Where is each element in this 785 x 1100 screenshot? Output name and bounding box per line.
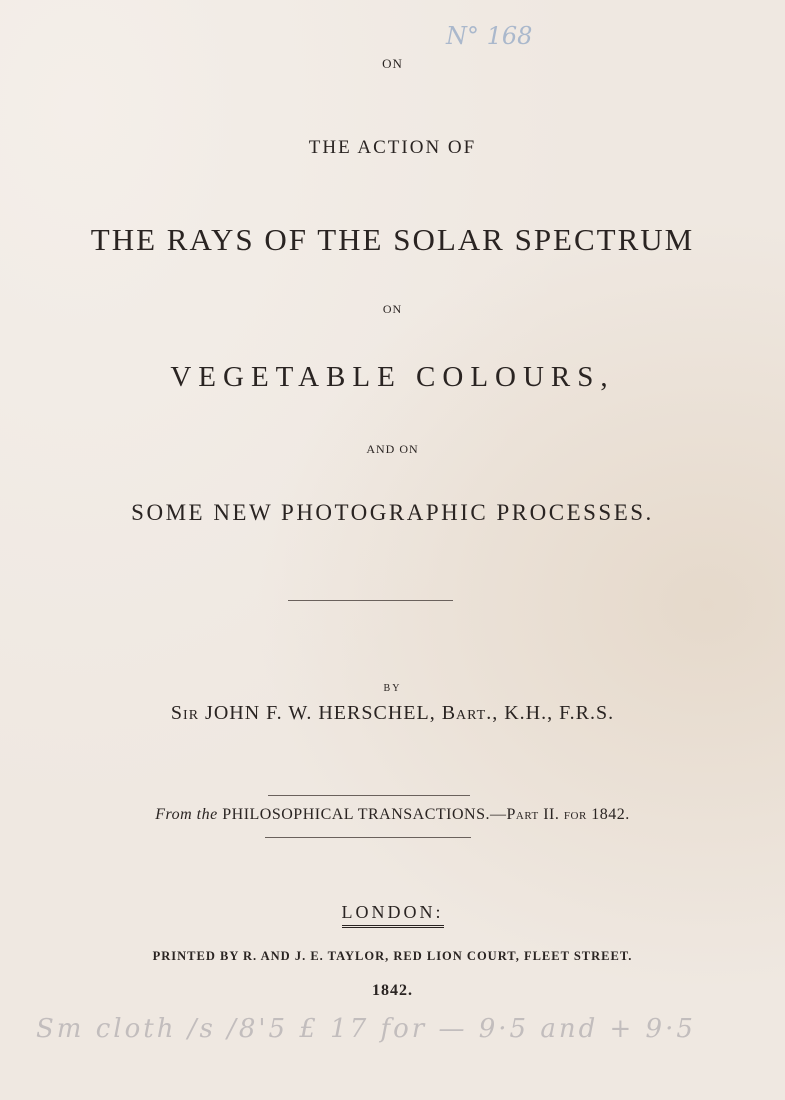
printer-line: PRINTED BY R. AND J. E. TAYLOR, RED LION COURT, FLEET STREET. (152, 949, 633, 963)
photographic-processes-title: SOME NEW PHOTOGRAPHIC PROCESSES. (131, 500, 654, 525)
source-journal: PHILOSOPHICAL TRANSACTIONS.— (217, 806, 507, 823)
author-line (0, 702, 785, 725)
source-from-the: From the (155, 806, 218, 823)
heading-on: ON (382, 56, 403, 71)
main-title: THE RAYS OF THE SOLAR SPECTRUM (90, 222, 695, 257)
handwritten-bottom-note: Sm cloth /s /8'5 £ 17 for — 9·5 and + 9·5 (36, 1014, 696, 1044)
place-label: LONDON: (342, 902, 444, 928)
publication-year: 1842. (372, 982, 413, 999)
source-rule-bottom (265, 837, 471, 838)
heading-the-action-of: THE ACTION OF (308, 137, 477, 158)
by-label: BY (383, 683, 402, 694)
place-of-publication (0, 902, 785, 928)
heading-on-second: ON (382, 302, 403, 316)
handwritten-number-note: N° 168 (446, 22, 533, 50)
source-part: Part II. for 1842. (506, 806, 630, 823)
heading-and-on: AND ON (366, 442, 419, 456)
divider-rule (288, 600, 453, 601)
source-rule-top (268, 795, 470, 796)
author-baronet: Bart. (441, 702, 493, 724)
author-honours: , K.H., F.R.S. (492, 702, 615, 724)
source-line (0, 806, 785, 824)
author-name: JOHN F. W. HERSCHEL, (199, 702, 442, 724)
author-honorific: Sir (170, 702, 200, 724)
vegetable-colours-title: VEGETABLE COLOURS, (170, 361, 615, 393)
